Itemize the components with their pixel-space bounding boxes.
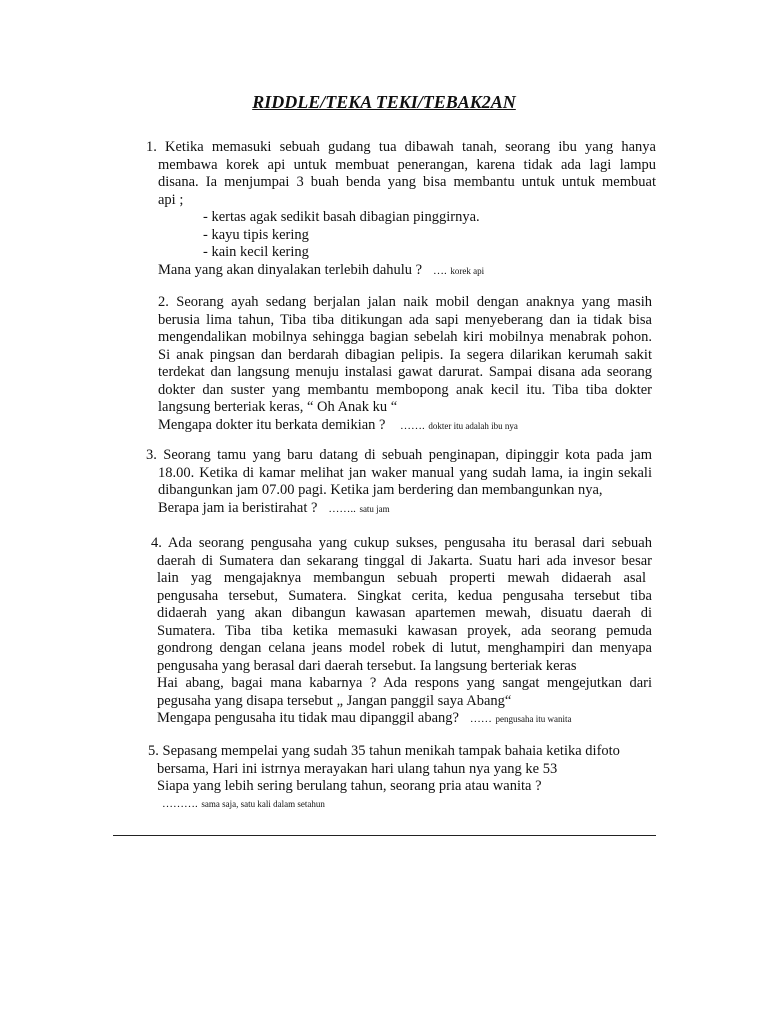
riddle-line: Sumatera. Tiba tiba ketika memasuki kawasan proyek, ada seorang pemuda [157, 622, 652, 639]
riddle-line: pengusaha tersebut, Sumatera. Singkat cerita, kedua pengusaha tersebut tiba [157, 587, 652, 604]
riddle-question: Berapa jam ia beristirahat ? [158, 499, 318, 516]
riddle-line: 4. Ada seorang pengusaha yang cukup sukses, pengusaha itu berasal dari sebuah [151, 535, 652, 551]
horizontal-divider [113, 835, 656, 836]
riddle-line: lain yag mengajaknya membangun sebuah properti mewah didaerah asal [157, 570, 646, 586]
riddle-4 [151, 535, 652, 729]
answer-dots: …. [433, 264, 447, 277]
riddle-question-row [151, 710, 652, 729]
riddle-option: - kain kecil kering [203, 244, 309, 260]
riddle-line: Siapa yang lebih sering berulang tahun, seorang pria atau wanita ? [157, 778, 542, 794]
answer-dots: …… [469, 713, 492, 725]
riddle-answer-row [148, 796, 658, 811]
page-title: RIDDLE/TEKA TEKI/TEBAK2AN [252, 92, 516, 112]
riddle-line: 3. Seorang tamu yang baru datang di sebuah penginapan, dipinggir kota pada jam [146, 447, 652, 463]
riddle-answer: pengusaha itu wanita [495, 714, 572, 724]
riddle-line: daerah di Sumatera dan sekarang tinggal di Jakarta. Suatu hari ada invesor besar [157, 552, 652, 569]
riddle-line: Si anak pingsan dan berdarah dibagian pelipis. Ia segera dilarikan kerumah sakit [158, 346, 652, 363]
riddle-question-row [146, 262, 656, 281]
riddle-line: membawa korek api untuk membuat penerangan, karena tidak ada lagi lampu [158, 156, 656, 173]
riddle-line: bersama, Hari ini istrnya merayakan hari ulang tahun nya yang ke 53 [157, 760, 558, 777]
riddle-line: 1. Ketika memasuki sebuah gudang tua dibawah tanah, seorang ibu yang hanya [146, 139, 656, 155]
riddle-question: Mengapa dokter itu berkata demikian ? [158, 416, 386, 433]
riddle-line: gondrong dengan celana jeans model robek di lutut, menghampiri dan menyapa [157, 640, 652, 656]
riddle-line: dokter dan suster yang membantu membopong anak kecil itu. Tiba tiba dokter [158, 381, 652, 398]
riddle-line: mengendalikan mobilnya sehingga bagian sebelah kiri mobilnya menabrak pohon. [158, 329, 652, 345]
riddle-line: 18.00. Ketika di kamar melihat jan waker manual yang sudah lama, ia ingin sekali [158, 464, 652, 481]
riddle-line: berusia lima tahun, Tiba tiba ditikungan ada sapi menyeberang dan ia tidak bisa [158, 311, 652, 328]
answer-dots: ……. [399, 419, 425, 432]
riddle-line: dibangunkan jam 07.00 pagi. Ketika jam berdering dan membangunkan nya, [158, 482, 603, 498]
riddle-line: 2. Seorang ayah sedang berjalan jalan naik mobil dengan anaknya yang masih [158, 294, 652, 310]
riddle-2 [158, 294, 652, 435]
riddle-answer: satu jam [359, 503, 390, 514]
riddle-question: Mengapa pengusaha itu tidak mau dipanggil abang? [157, 710, 459, 726]
riddle-line: langsung berteriak keras, “ Oh Anak ku “ [158, 399, 398, 415]
riddle-line: 5. Sepasang mempelai yang sudah 35 tahun menikah tampak bahaia ketika difoto [148, 743, 620, 759]
riddle-answer: dokter itu adalah ibu nya [428, 420, 518, 431]
answer-dots: ………. [162, 797, 198, 810]
riddle-line: pengusaha yang berasal dari daerah tersebut. Ia langsung berteriak keras [157, 657, 577, 674]
riddle-option: - kertas agak sedikit basah dibagian pinggirnya. [203, 209, 480, 225]
riddle-line: pegusaha yang disapa tersebut „ Jangan panggil saya Abang“ [157, 692, 512, 709]
riddle-1 [146, 139, 656, 280]
riddle-question-row [158, 417, 652, 436]
riddle-line: Hai abang, bagai mana kabarnya ? Ada respons yang sangat mengejutkan dari [157, 675, 652, 691]
riddle-answer: sama saja, satu kali dalam setahun [201, 798, 325, 809]
riddle-line: api ; [158, 191, 184, 208]
riddle-line: didaerah yang akan dibangun kawasan apartemen mewah, disuatu daerah di [157, 605, 652, 621]
riddle-answer: korek api [450, 265, 485, 276]
riddle-option: - kayu tipis kering [203, 226, 309, 243]
riddle-question: Mana yang akan dinyalakan terlebih dahulu ? [158, 261, 423, 278]
riddle-line: terdekat dan langsung menuju instalasi gawat darurat. Sampai disana ada seorang [158, 364, 652, 380]
riddle-question-row [146, 500, 652, 519]
answer-dots: …….. [328, 502, 356, 515]
riddle-3 [146, 447, 652, 518]
riddle-line: disana. Ia menjumpai 3 buah benda yang bisa membantu untuk untuk membuat [158, 174, 656, 190]
riddle-5 [148, 743, 658, 811]
